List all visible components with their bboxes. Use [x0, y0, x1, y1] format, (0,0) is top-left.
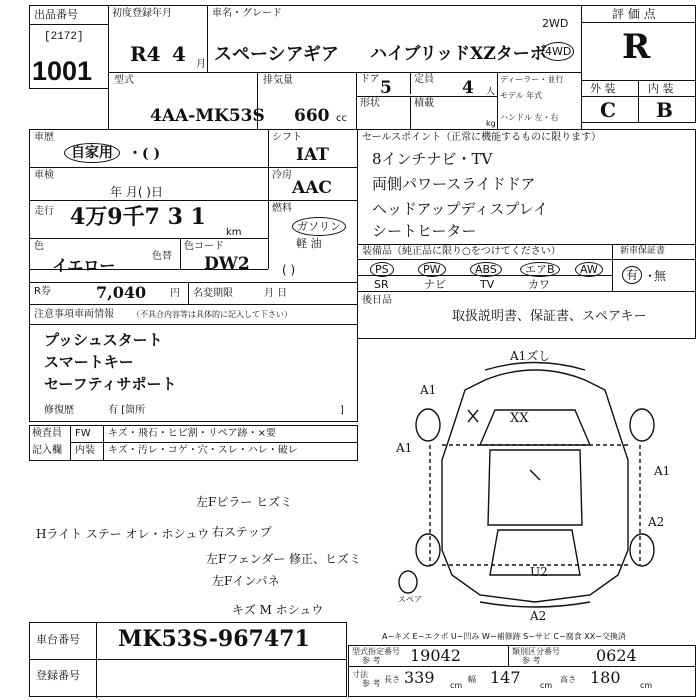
repair-value: 有 [箇所 [108, 405, 146, 416]
note-line-2: スマートキー [44, 353, 134, 371]
ext-label: 外 装 [590, 82, 616, 95]
mark-top: A1ズし [510, 349, 551, 363]
int-label: 内 装 [648, 82, 674, 95]
lot-label: 出品番号 [34, 8, 78, 21]
equip-ps: PS [370, 262, 394, 277]
ref-label: 参 考 [362, 656, 381, 665]
sales-item-3: ヘッドアップディスプレイ [372, 200, 548, 218]
reg-label: 初度登録年月 [112, 8, 172, 19]
disp-label: 排気量 [263, 75, 293, 86]
load-unit: kg [486, 119, 496, 128]
note-pillar: 左Fピラー ヒズミ [196, 495, 293, 509]
repair-end: ] [340, 405, 344, 416]
mark-right-upper: A1 [654, 464, 671, 478]
disp-unit: cc [336, 113, 347, 124]
recycle-label: R券 [34, 286, 51, 297]
typespec-label: 型式指定番号 [352, 647, 400, 656]
reg-month-unit: 月 [196, 59, 206, 70]
shift: IAT [296, 145, 329, 165]
eval-score: R [622, 27, 651, 67]
lot-number: 1001 [32, 56, 93, 86]
length-cm: cm [450, 681, 463, 690]
note-scratch: キズ M ホシュウ [232, 603, 324, 617]
inspector-label-2: 記入欄 [32, 445, 62, 456]
equip-sr: SR [374, 278, 389, 291]
capacity-unit: 人 [486, 87, 496, 97]
name-change: 月 日 [264, 288, 288, 299]
mark-center: XX [510, 411, 529, 426]
sales-item-1: 8インチナビ・TV [372, 150, 493, 168]
dim-label: 寸法 [352, 670, 368, 679]
sales-item-2: 両側パワースライドドア [372, 175, 536, 193]
note-left-innerpanel: 左Fインパネ [212, 574, 280, 588]
width-cm: cm [540, 681, 553, 690]
width: 147 [490, 668, 521, 687]
mileage-unit: km [226, 227, 242, 238]
reg-month: 4 [172, 42, 186, 66]
name-label: 車名・グレード [212, 8, 282, 19]
capacity: 4 [462, 78, 474, 98]
door-label: ドア [360, 74, 380, 85]
regno-label: 登録番号 [36, 669, 80, 682]
name-change-label: 名変期限 [193, 288, 233, 299]
door: 5 [380, 78, 392, 98]
class: 0624 [596, 646, 637, 665]
note-left-fender: 左Fフェンダー 修正、ヒズミ [206, 552, 362, 566]
fuel: ガソリン [292, 217, 346, 236]
note-hlight: Hライト ステー オレ・ホシュウ [36, 527, 210, 541]
height-label: 高さ [560, 675, 576, 684]
fuel-label: 燃料 [272, 203, 292, 214]
color-code: DW2 [204, 254, 250, 274]
note-line-1: プッシュスタート [44, 331, 163, 349]
mark-right-lower: A2 [648, 515, 665, 529]
dim-ref-label: 参 考 [362, 679, 381, 688]
mark-left-upper: A1 [420, 383, 437, 397]
length: 339 [404, 668, 435, 687]
int-label-row: 内装 [75, 445, 95, 456]
inspection-label: 車検 [34, 170, 54, 181]
mark-bottom: A2 [530, 609, 547, 623]
type: 4AA-MK53S [150, 106, 265, 126]
length-label: 長さ [384, 675, 400, 684]
owner-rest: ・( ) [128, 146, 161, 162]
note-right-step: 右ステップ [212, 525, 272, 539]
shift-label: シフト [272, 132, 302, 143]
typespec: 19042 [410, 646, 461, 665]
notes-sub: （不具合内容等は具体的に記入して下さい） [132, 310, 292, 319]
warranty-sep: ・ [644, 269, 657, 283]
equip-navi: ナビ [424, 278, 446, 291]
capacity-label: 定員 [414, 74, 434, 85]
load-label: 積載 [414, 98, 434, 109]
inspector-label-1: 検査員 [32, 428, 62, 439]
recycle: 7,040 [96, 283, 147, 302]
drive-4wd: 4WD [542, 42, 574, 61]
width-label: 幅 [468, 675, 476, 684]
fuel-alt: 軽 油 [296, 237, 322, 250]
shape-label: 形状 [360, 98, 380, 109]
mark-left-lower: A1 [396, 441, 413, 455]
color-code-label: 色コード [184, 241, 224, 252]
height: 180 [590, 668, 621, 687]
recycle-unit: 円 [170, 288, 180, 299]
aircon-label: 冷房 [272, 170, 292, 181]
warranty-label: 新車保証書 [620, 246, 666, 256]
history-label: 車歴 [34, 132, 54, 143]
afterfit-label: 後日品 [362, 295, 392, 306]
warranty-no: 無 [654, 269, 667, 283]
damage-legend: A−キズ E−エクボ U−凹み W−補修跡 S−サビ C−腐食 XX−交換済 [382, 632, 626, 641]
drive-2wd: 2WD [542, 17, 569, 30]
dealer-label: ディーラー・並行 [500, 75, 564, 84]
equip-airbag: エアB [520, 262, 560, 277]
repair-label: 修復歴 [44, 405, 74, 416]
paint-label: 色替 [152, 251, 172, 262]
equipment-label: 装備品（純正品に限り○をつけてください） [362, 246, 561, 257]
chassis-label: 車台番号 [36, 633, 80, 646]
ext-score: C [600, 98, 616, 122]
equip-tv: TV [480, 278, 495, 291]
mileage-label: 走行 [34, 206, 54, 217]
int-score: B [656, 98, 673, 122]
car-name: スペーシアギア [214, 44, 339, 65]
equip-pw: PW [418, 262, 446, 277]
mileage: 4万9千7 3 1 [70, 204, 206, 230]
height-cm: cm [640, 681, 653, 690]
sales-item-4: シートヒーター [372, 222, 477, 240]
type-label: 型式 [114, 75, 134, 86]
fw-items: キズ・飛石・ヒビ割・リペア跡・×要 [108, 428, 276, 439]
model-label: モデル 年式 [500, 91, 543, 100]
aircon: AAC [292, 178, 332, 198]
inspection: 年 月( )日 [110, 185, 163, 199]
owner: 自家用 [64, 143, 120, 163]
mark-rear-center: U2 [530, 565, 548, 579]
class-ref-label: 参 考 [522, 656, 541, 665]
sales-label: セールスポイント（正常に機能するものに限ります） [362, 132, 602, 143]
equip-abs: ABS [470, 262, 502, 277]
fw-label: FW [75, 428, 91, 439]
lot-sub: [2172] [44, 31, 84, 43]
warranty-yes: 有 [622, 266, 642, 284]
color-label: 色 [34, 241, 44, 252]
equip-leather: カワ [528, 278, 550, 291]
color: イエロー [52, 256, 116, 275]
notes-label: 注意事項車両情報 [34, 309, 114, 320]
afterfit-value: 取扱説明書、保証書、スペアキー [452, 309, 647, 324]
chassis: MK53S-967471 [118, 626, 310, 652]
reg-era: R4 [130, 42, 161, 66]
eval-label: 評 価 点 [612, 7, 656, 21]
fuel-paren: ( ) [282, 263, 296, 277]
handle-label: ハンドル 左・右 [500, 113, 559, 122]
disp: 660 [294, 106, 330, 126]
grade: ハイブリッドXZターボ [370, 44, 547, 64]
mark-spare: スペア [398, 595, 422, 604]
int-items: キズ・汚レ・コゲ・穴・スレ・ハレ・破レ [108, 445, 298, 456]
note-line-3: セーフティサポート [44, 375, 177, 393]
equip-aw: AW [575, 262, 603, 277]
class-label: 類別区分番号 [512, 647, 560, 656]
